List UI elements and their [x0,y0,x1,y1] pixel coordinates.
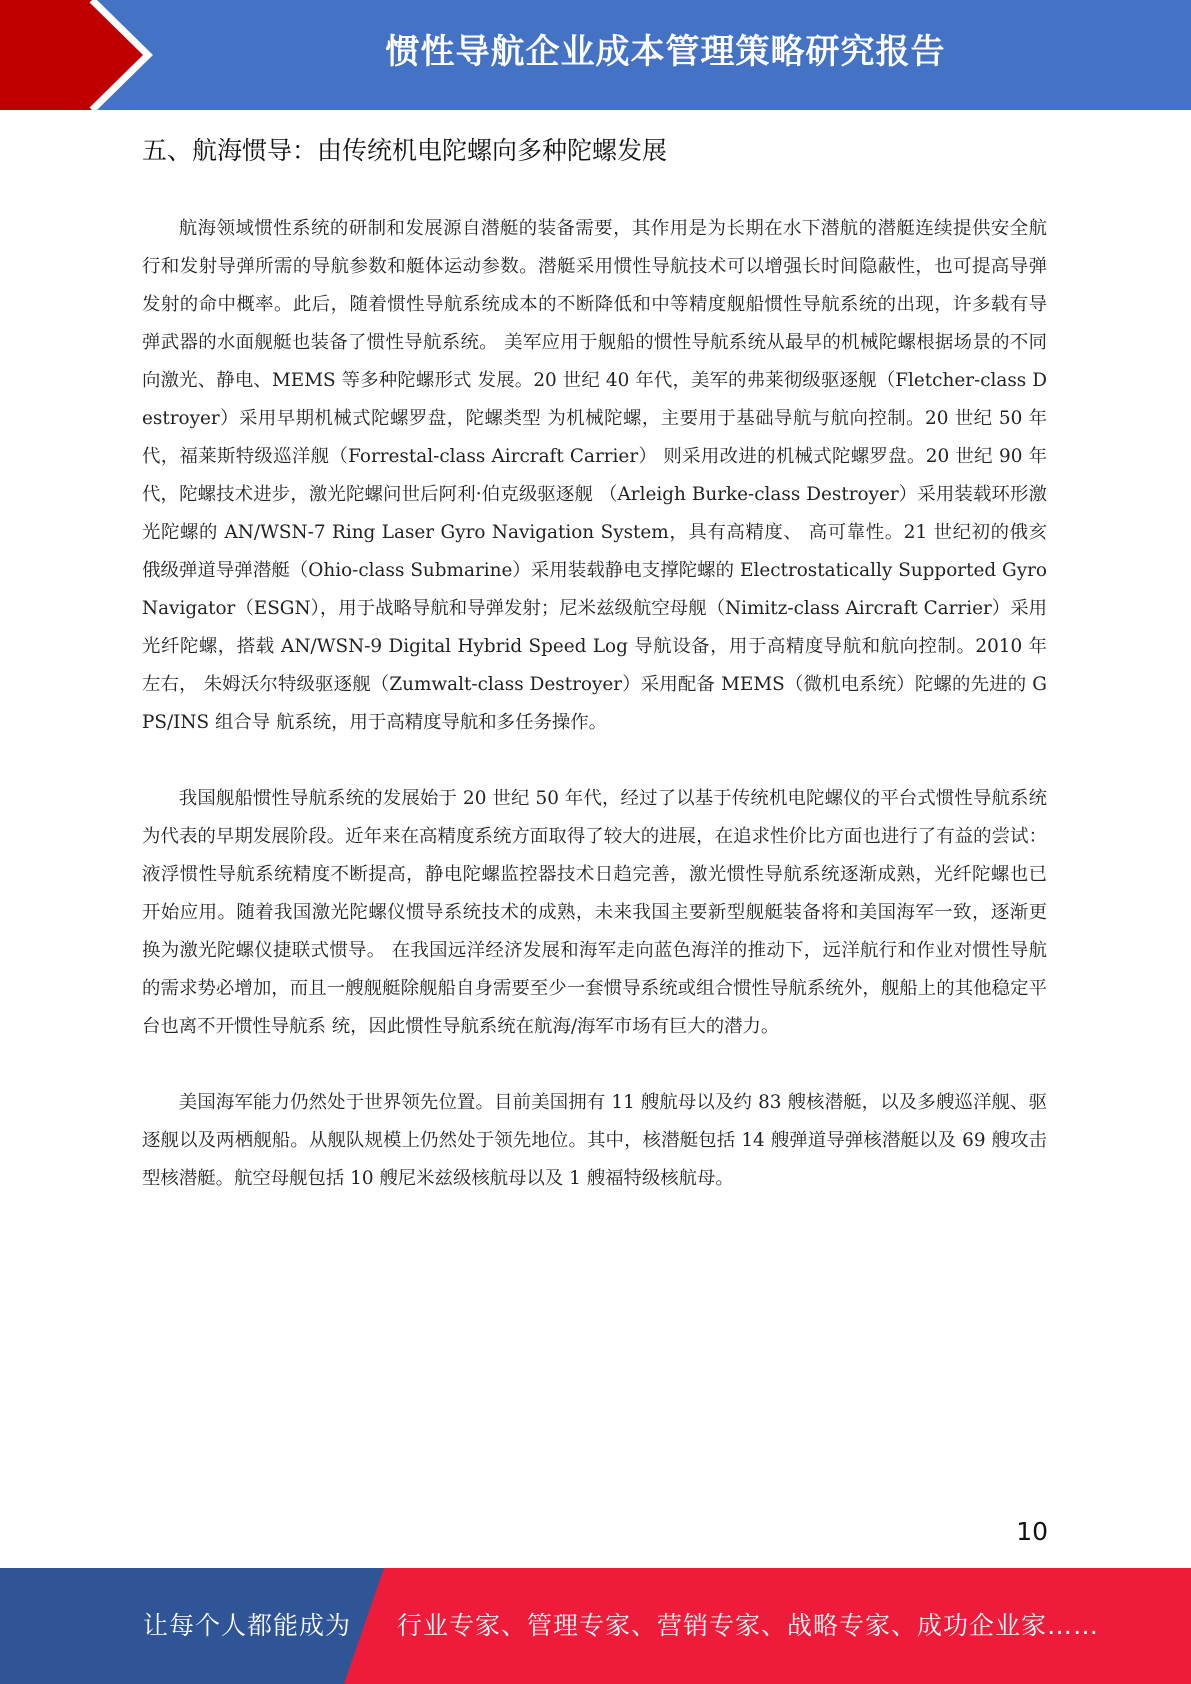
main-content [142,125,1047,1198]
footer-slogan-right: 行业专家、管理专家、营销专家、战略专家、成功企业家…… [397,1611,1100,1640]
page-number: 10 [1016,1517,1048,1546]
footer-slogan-left: 让每个人都能成为 [143,1611,352,1640]
paragraph-naval-ins-history: 航海领域惯性系统的研制和发展源自潜艇的装备需要，其作用是为长期在水下潜航的潜艇连续提供安全航 行和发射导弹所需的导航参数和艇体运动参数。潜艇采用惯性导航技术可以增强长时间隐蔽性，也可提高导弹 发射的命中概率。此后，随着惯性导航系统成本的不断降低和中等精度舰船惯性导航系统的出现，许多载有导 弹武器的水面舰艇也装备了惯性导航系统。 美军应用于舰船的惯性导航系统从最早的机械陀螺根据场景的不同向激光、静电、MEMS 等多种陀螺形式 发展。20 世纪 40 年代，美军的弗莱彻级驱逐舰（Fletcher-class Destroyer）采用早期机械式陀螺罗盘，陀螺类型 为机械陀螺，主要用于基础导航与航向控制。20 世纪 50 年代，福莱斯特级巡洋舰（Forrestal-class Aircraft Carrier） 则采用改进的机械式陀螺罗盘。20 世纪 90 年代，陀螺技术进步，激光陀螺问世后阿利·伯克级驱逐舰 （Arleigh Burke-class Destroyer）采用装载环形激光陀螺的 AN/WSN-7 Ring Laser Gyro Navigation System，具有高精度、 高可靠性。21 世纪初的俄亥俄级弹道导弹潜艇（Ohio-class Submarine）采用装载静电支撑陀螺的 Electrostatically Supported Gyro Navigator（ESGN），用于战略导航和导弹发射；尼米兹级航空母舰（Nimitz-class Aircraft Carrier）采用光纤陀螺，搭载 AN/WSN-9 Digital Hybrid Speed Log 导航设备，用于高精度导航和航向控制。2010 年左右， 朱姆沃尔特级驱逐舰（Zumwalt-class Destroyer）采用配备 MEMS（微机电系统）陀螺的先进的 GPS/INS 组合导 航系统，用于高精度导航和多任务操作。 [142,218,1047,733]
report-title: 惯性导航企业成本管理策略研究报告 [385,32,946,72]
paragraph-china-naval-ins: 我国舰船惯性导航系统的发展始于 20 世纪 50 年代，经过了以基于传统机电陀螺仪的平台式惯性导航系统 为代表的早期发展阶段。近年来在高精度系统方面取得了较大的进展，在追求性价比方面也进行了有益的尝试： 液浮惯性导航系统精度不断提高，静电陀螺监控器技术日趋完善，激光惯性导航系统逐渐成熟，光纤陀螺也已 开始应用。随着我国激光陀螺仪惯导系统技术的成熟，未来我国主要新型舰艇装备将和美国海军一致，逐渐更 换为激光陀螺仪捷联式惯导。 在我国远洋经济发展和海军走向蓝色海洋的推动下，远洋航行和作业对惯性导航的需求势必增加，而且一艘舰艇除舰船自身需要至少一套惯导系统或组合惯性导航系统外，舰船上的其他稳定平台也离不开惯性导航系 统，因此惯性导航系统在航海/海军市场有巨大的潜力。 [142,788,1047,1037]
section-heading: 五、航海惯导：由传统机电陀螺向多种陀螺发展 [142,136,668,165]
footer-banner [0,1568,1191,1684]
header-banner [0,0,1191,110]
paragraph-us-navy-fleet: 美国海军能力仍然处于世界领先位置。目前美国拥有 11 艘航母以及约 83 艘核潜艇，以及多艘巡洋舰、驱 逐舰以及两栖舰船。从舰队规模上仍然处于领先地位。其中，核潜艇包括 14 艘弹道导弹核潜艇以及 69 艘攻击 型核潜艇。航空母舰包括 10 艘尼米兹级核航母以及 1 艘福特级核航母。 [142,1092,1048,1189]
